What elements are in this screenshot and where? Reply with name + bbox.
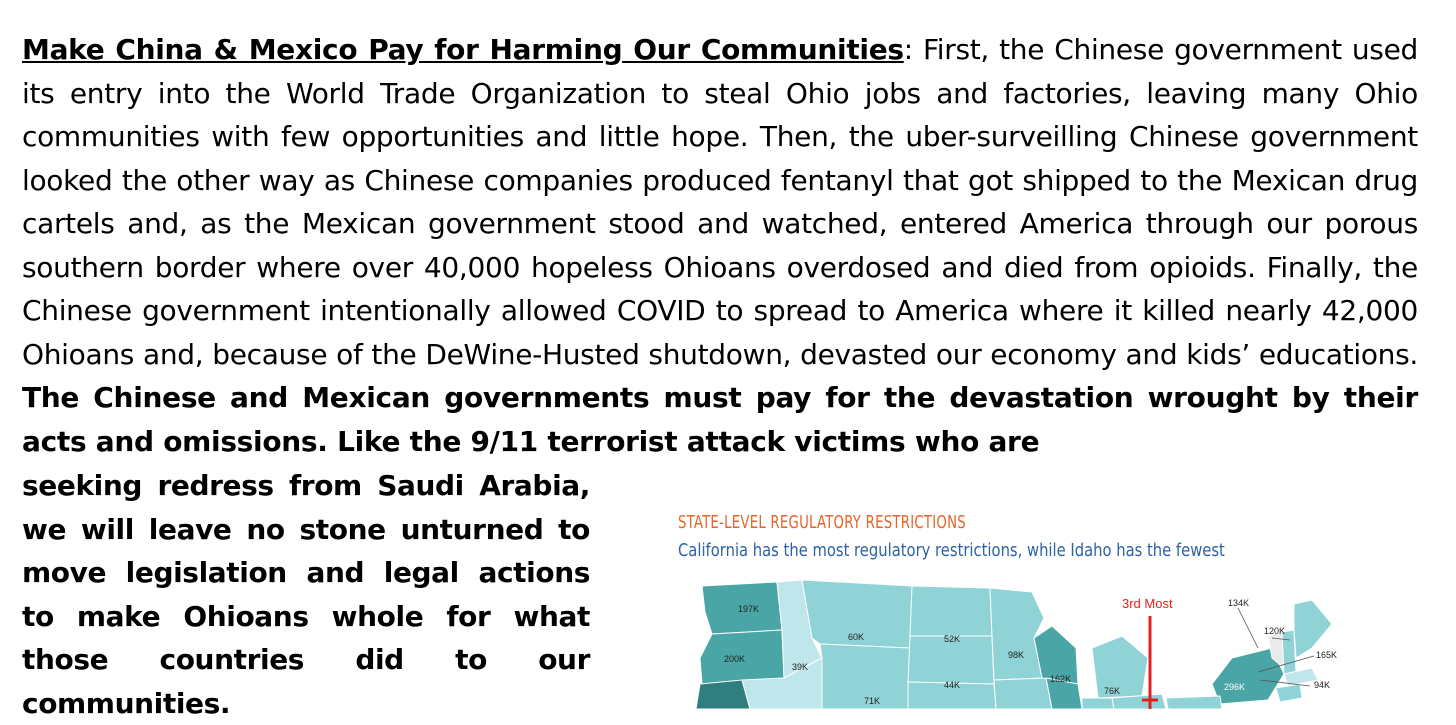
label-mn: 98K — [1008, 650, 1025, 660]
map-title: STATE-LEVEL REGULATORY RESTRICTIONS — [678, 512, 966, 533]
label-wa: 197K — [738, 604, 760, 614]
state-nh — [1282, 630, 1296, 674]
us-map — [672, 508, 1372, 709]
label-wy: 71K — [864, 696, 881, 706]
label-mi: 76K — [1104, 686, 1121, 696]
state-pa — [1166, 696, 1222, 709]
paragraph-bold-continued: seeking redress from Saudi Arabia, we will leave no stone unturned to move legislation and legal actions to make Ohioans whole for what those countries did to our communities. — [22, 469, 590, 720]
label-ny: 296K — [1224, 682, 1246, 692]
state-ia — [994, 678, 1052, 709]
label-wi: 162K — [1050, 674, 1072, 684]
label-nh: 165K — [1316, 650, 1338, 660]
regulatory-map-figure — [672, 508, 1372, 709]
state-mn — [990, 588, 1044, 680]
label-ma: 94K — [1314, 680, 1331, 690]
label-or: 200K — [724, 654, 746, 664]
annotation-label: 3rd Most — [1122, 596, 1173, 611]
heading-colon: : — [903, 33, 913, 66]
intro-paragraph — [22, 28, 1418, 463]
paragraph-body: First, the Chinese government used its entry into the World Trade Organization to steal Ohio jobs and factories, leaving many Ohio communities with few opportunities and little hope. Then, the uber-surveilling Chinese government looked the other way as Chinese companies produced fentanyl that got shipped to the Mexican drug cartels and, as the Mexican government stood and watched, entered America through our porous southern border where over 40,000 hopeless Ohioans overdosed and died from opioids. Finally, the Chinese government intentionally allowed COVID to spread to America where it killed nearly 42,000 Ohioans and, because of the DeWine-Husted shutdown, devasted our economy and kids’ educations. — [22, 33, 1418, 371]
state-ca — [696, 680, 750, 709]
state-nd — [910, 586, 992, 636]
map-subtitle: California has the most regulatory restrictions, while Idaho has the fewest — [678, 540, 1225, 561]
label-vt: 134K — [1228, 598, 1250, 608]
label-id: 39K — [792, 662, 809, 672]
label-me: 120K — [1264, 626, 1286, 636]
label-mt: 60K — [848, 632, 865, 642]
state-ct — [1276, 684, 1302, 702]
section-heading: Make China & Mexico Pay for Harming Our Communities — [22, 33, 904, 66]
label-nd: 52K — [944, 634, 961, 644]
paragraph-bold-tail: The Chinese and Mexican governments must pay for the devastation wrought by their acts and omissions. Like the 9/11 terrorist attack victims who are — [22, 381, 1418, 458]
state-in — [1082, 698, 1114, 709]
label-sd: 44K — [944, 680, 961, 690]
